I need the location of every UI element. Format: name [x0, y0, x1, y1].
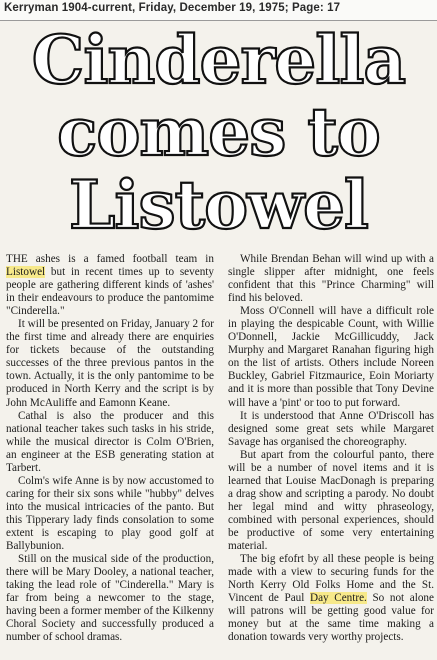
headline-line-3: Listowel [68, 166, 369, 244]
headline-line-2: comes to [57, 93, 380, 171]
article-column-left [6, 253, 214, 644]
article-paragraph: Still on the musical side of the production, there will be Mary Dooley, a national teacher, taking the lead role of "Cinderella." Mary is far from being a newcomer to the stage, having been a former member of the Kilkenny Choral Society and successfully produced a number of school dramas. [6, 553, 214, 644]
headline-line-1: Cinderella [31, 21, 406, 99]
paragraph-text: but in recent times up to seventy people are gathering different kinds of 'ashes' in their endeavours to produce the pantomime "Cinderella." [6, 266, 214, 318]
page-header [0, 0, 437, 21]
search-highlight: Listowel [6, 266, 46, 279]
article-paragraph: Colm's wife Anne is by now accustomed to caring for their six sons while "hubby" delves into the musical intricacies of the panto. But this Tipperary lady finds consolation to some extent is escaping to play good golf at Ballybunion. [6, 474, 214, 553]
paragraph-text: So not alone will patrons will be getting good value for money but at the same time making a donation towards very worthy projects. [228, 592, 434, 644]
search-highlight: Day Centre. [310, 592, 367, 605]
article-paragraph: Cathal is also the producer and this national teacher takes such tasks in his stride, while the musical director is Colm O'Brien, an engineer at the ESB generating station at Tarbert. [6, 409, 214, 474]
article-paragraph [6, 253, 214, 318]
article-paragraph: It will be presented on Friday, January 2 for the first time and already there are enquiries for tickets because of the outstanding successes of the three previous pantos in the town. Actually, it is the only pantomime to be produced in North Kerry and the script is by John McAuliffe and Eamonn Keane. [6, 318, 214, 409]
article-paragraph [228, 553, 434, 644]
article-paragraph: It is understood that Anne O'Driscoll has designed some great sets while Margaret Savage has organised the choreography. [228, 409, 434, 448]
article-paragraph: But apart from the colourful panto, there will be a number of novel items and it is learned that Louise MacDonagh is preparing a drag show and scripting a parody. No doubt her legal mind and witty phraseology, combined with personal experiences, should be productive of some very entertaining material. [228, 448, 434, 553]
paragraph-text: The big efofrt by all these people is being made with a view to securing funds for the North Kerry Old Folks Home and the St. Vincent de Paul [228, 553, 434, 605]
article-column-right [228, 253, 434, 644]
article-paragraph: While Brendan Behan will wind up with a single slipper after midnight, one feels confident that this "Prince Charming" will find his beloved. [228, 253, 434, 305]
article-paragraph: Moss O'Connell will have a difficult role in playing the despicable Count, with Willie O'Donnell, Jackie McGillicuddy, Jack Murphy and Margaret Ranahan figuring high on the list of artists. Others include Noreen Buckley, Gabriel Fitzmaurice, Eoin Moriarty and it is more than possible that Tony Devine will have a 'pint' or too to put forward. [228, 305, 434, 409]
paragraph-text: THE ashes is a famed football team in [6, 253, 214, 265]
header-citation: Kerryman 1904-current, Friday, December 19, 1975; Page: 17 [4, 2, 341, 14]
